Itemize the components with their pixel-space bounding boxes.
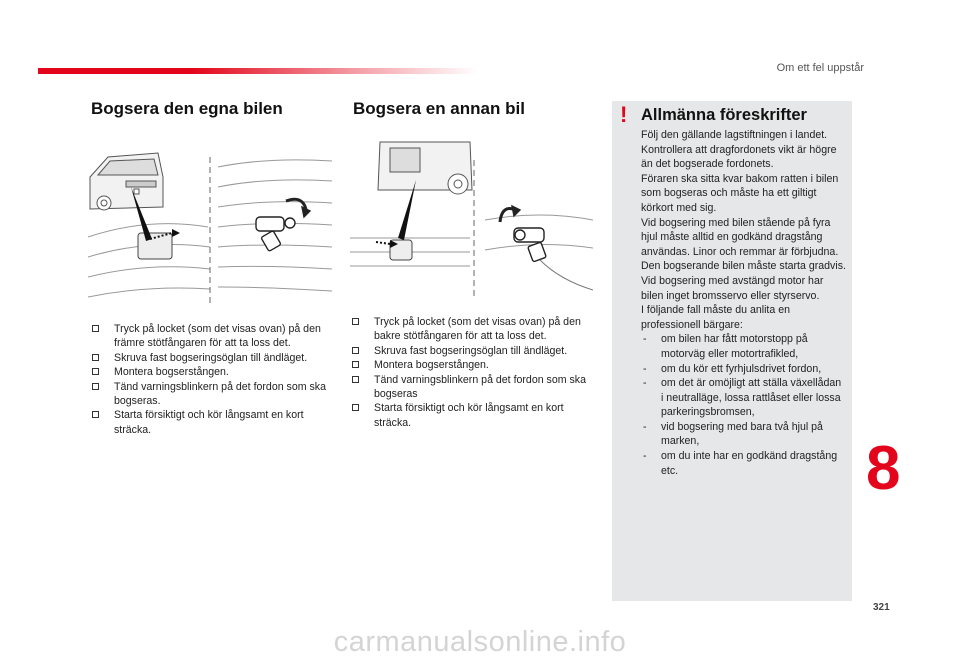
checkbox-bullet-icon	[92, 354, 99, 361]
warning-icon: !	[620, 102, 628, 127]
list-item: - vid bogsering med bara två hjul på marken,	[643, 420, 823, 448]
chapter-number: 8	[866, 434, 901, 503]
panel-paragraph: Föraren ska sitta kvar bakom ratten i bilen som bogseras och måste ha ett giltigt körkort med sig.	[641, 172, 839, 214]
red-header-bar	[38, 68, 478, 74]
checkbox-bullet-icon	[352, 347, 359, 354]
panel-paragraph: Vid bogsering med bilen stående på fyra hjul måste alltid en godkänd dragstång användas. Linor och remmar är förbjudna.	[641, 216, 839, 258]
panel-body	[641, 128, 846, 478]
list-item: Montera bogserstången.	[350, 358, 590, 372]
panel-paragraph: Den bogserande bilen måste starta gradvis.	[641, 260, 846, 273]
panel-paragraph: Kontrollera att dragfordonets vikt är högre än det bogserade fordonets.	[641, 143, 837, 171]
middle-steps-list	[350, 315, 590, 430]
list-item: Skruva fast bogseringsöglan till ändläget.	[90, 351, 330, 365]
checkbox-bullet-icon	[92, 368, 99, 375]
panel-paragraph: Vid bogsering med avstängd motor har bilen inget bromsservo eller styrservo.	[641, 274, 824, 302]
rear-towing-eye-icon	[500, 206, 546, 262]
rear-towing-illustration	[350, 140, 593, 302]
front-towing-illustration	[88, 147, 332, 313]
list-item: - om bilen har fått motorstopp på motorväg eller motortrafikled,	[643, 333, 808, 360]
front-car-icon	[90, 153, 163, 210]
list-item: - om det är omöjligt att ställa växellådan i neutralläge, lossa rattlåset eller lossa parkeringsbromsen,	[643, 377, 842, 419]
left-steps-list	[90, 322, 330, 437]
list-item: - om du kör ett fyrhjulsdrivet fordon,	[643, 362, 822, 375]
list-item: Starta försiktigt och kör långsamt en kort sträcka.	[350, 401, 590, 430]
list-item: Montera bogserstången.	[90, 365, 330, 379]
list-item: Tryck på locket (som det visas ovan) på den bakre stötfångaren för att ta loss det.	[350, 315, 590, 344]
middle-section-title: Bogsera en annan bil	[353, 99, 525, 118]
left-section-title: Bogsera den egna bilen	[91, 99, 283, 118]
checkbox-bullet-icon	[92, 383, 99, 390]
checkbox-bullet-icon	[352, 376, 359, 383]
list-item: Skruva fast bogseringsöglan till ändläget.	[350, 344, 590, 358]
list-item: Starta försiktigt och kör långsamt en kort sträcka.	[90, 408, 330, 437]
section-header-title: Om ett fel uppstår	[776, 62, 864, 74]
checkbox-bullet-icon	[92, 411, 99, 418]
list-item: Tänd varningsblinkern på det fordon som ska bogseras.	[90, 380, 330, 409]
list-item: Tänd varningsblinkern på det fordon som ska bogseras	[350, 373, 590, 402]
checkbox-bullet-icon	[352, 318, 359, 325]
watermark: carmanualsonline.info	[333, 626, 627, 658]
checkbox-bullet-icon	[352, 404, 359, 411]
rear-car-icon	[378, 142, 472, 194]
panel-title: Allmänna föreskrifter	[641, 106, 807, 124]
bärgare-cases-list	[641, 332, 846, 478]
list-item: - om du inte har en godkänd dragstång etc.	[643, 450, 838, 477]
panel-paragraph: I följande fall måste du anlita en professionell bärgare:	[641, 304, 790, 331]
checkbox-bullet-icon	[352, 361, 359, 368]
page-number: 321	[873, 602, 890, 613]
towing-eye-icon	[256, 199, 310, 251]
list-item: Tryck på locket (som det visas ovan) på den främre stötfångaren för att ta loss det.	[90, 322, 330, 351]
panel-paragraph: Följ den gällande lagstiftningen i landet.	[641, 129, 828, 141]
checkbox-bullet-icon	[92, 325, 99, 332]
